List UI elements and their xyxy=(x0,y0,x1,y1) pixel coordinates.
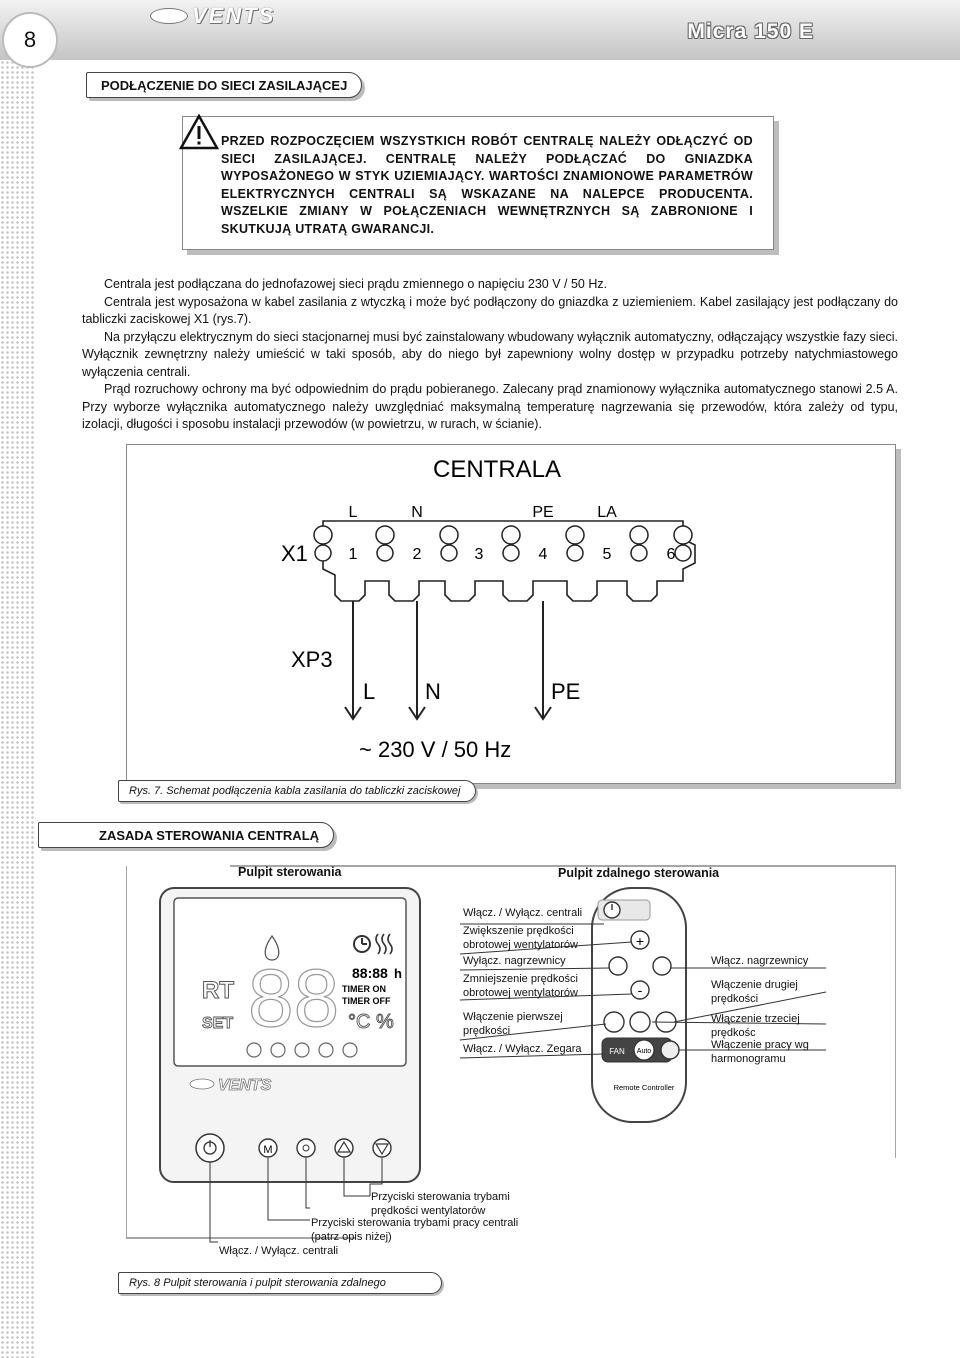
remote-label-heater-on: Włącz. nagrzewnicy xyxy=(711,955,809,967)
terminal-num-5: 5 xyxy=(602,546,612,563)
remote-label-inc-1: Zwiększenie prędkości xyxy=(463,925,574,937)
remote-heater-off-button[interactable] xyxy=(609,957,627,975)
logo-fan-icon xyxy=(150,8,188,24)
paragraph-1: Centrala jest podłączana do jednofazowej sieci prądu zmiennego o napięciu 230 V / 50 Hz. xyxy=(104,277,608,291)
display-digits: 88 xyxy=(248,953,340,1044)
warning-icon xyxy=(179,114,219,150)
brand-name: VENTS xyxy=(192,3,276,28)
remote-label-speed1-2: prędkości xyxy=(463,1025,511,1037)
display-set: SET xyxy=(202,1015,234,1032)
remote-speed1-button[interactable] xyxy=(604,1012,624,1032)
panel-power-button[interactable] xyxy=(196,1134,224,1162)
diagram-title: CENTRALA xyxy=(432,456,562,483)
display-timer-on: TIMER ON xyxy=(342,984,386,994)
remote-label-speed3-2: prędkośc xyxy=(711,1027,756,1039)
top-label-pe: PE xyxy=(532,504,554,521)
wire-n: N xyxy=(425,679,441,704)
display-clock: 88:88 xyxy=(352,965,388,981)
terminal-num-1: 1 xyxy=(348,546,358,563)
figure-7-caption: Rys. 7. Schemat podłączenia kabla zasilania do tabliczki zaciskowej xyxy=(118,780,476,802)
terminal-num-6: 6 xyxy=(666,546,676,563)
control-figure xyxy=(126,858,896,1264)
paragraph-2: Centrala jest wyposażona w kabel zasilania z wtyczką i może być podłączony do gniazdka z uziemieniem. Kabel zasilający jest podłączany do tabliczki zaciskowej X1 (rys.7). xyxy=(82,294,898,326)
display-units: °C % xyxy=(348,1011,394,1033)
remote-label-heater-off: Wyłącz. nagrzewnicy xyxy=(463,955,566,967)
power-paragraphs xyxy=(82,276,898,434)
figure-8-caption: Rys. 8 Pulpit sterowania i pulpit sterowania zdalnego xyxy=(118,1272,442,1294)
remote-speed2-button[interactable] xyxy=(630,1012,650,1032)
wiring-diagram xyxy=(126,444,896,784)
panel-label-power: Włącz. / Wyłącz. centrali xyxy=(219,1245,339,1257)
terminal-top-labels xyxy=(349,504,618,521)
wiring-diagram-svg xyxy=(127,445,897,785)
terminal-num-2: 2 xyxy=(412,546,422,563)
remote-label-speed2-1: Włączenie drugiej xyxy=(711,979,798,991)
remote-label-clock: Włącz. / Wyłącz. Zegara xyxy=(463,1043,582,1055)
top-label-n: N xyxy=(411,504,423,521)
section-title-power: PODŁĄCZENIE DO SIECI ZASILAJĄCEJ xyxy=(86,72,362,98)
svg-text:+: + xyxy=(635,933,645,949)
voltage-label: ~ 230 V / 50 Hz xyxy=(359,737,512,762)
warning-box xyxy=(182,116,774,250)
panel-label-modes-2: (patrz opis niżej) xyxy=(311,1231,392,1243)
terminal-num-4: 4 xyxy=(538,546,548,563)
remote-heater-on-button[interactable] xyxy=(653,957,671,975)
remote-fan-label: FAN xyxy=(609,1047,625,1056)
top-label-l: L xyxy=(348,504,358,521)
model-title: Micra 150 E xyxy=(687,20,814,43)
page-number: 8 xyxy=(2,12,58,68)
remote-label-schedule-2: harmonogramu xyxy=(711,1053,786,1065)
remote-name: Remote Controller xyxy=(613,1083,675,1092)
warning-text: PRZED ROZPOCZĘCIEM WSZYSTKICH ROBÓT CENTRALĘ NALEŻY ODŁĄCZYĆ OD SIECI ZASILAJĄCEJ. CENTRALĘ NALEŻY PODŁĄCZAĆ DO GNIAZDKA WYPOSAŻONEGO W STYK UZIEMIAJĄCY. WARTOŚCI ZNAMIONOWE PARAMETRÓW ELEKTRYCZNYCH CENTRALI SĄ WSKAZANE NA NALEPCE PRODUCENTA. WSZELKIE ZMIANY W POŁĄCZENIACH WEWNĘTRZNYCH SĄ ZABRONIONE I SKUTKUJĄ UTRATĄ GWARANCJI. xyxy=(221,134,753,236)
svg-text:-: - xyxy=(637,982,643,998)
paragraph-4: Prąd rozruchowy ochrony ma być odpowiednim do prądu pobieranego. Zalecany prąd znamionowy wyłącznika automatycznego stanowi 2.5 A. Przy wyborze wyłącznika automatycznego należy uwzględniać maksymalną temperaturę nagrzewania się przewodów, która zależy od typu, izolacji, długości i sposobu instalacji przewodów (w powietrzu, w rurach, w ścianie). xyxy=(82,382,898,431)
remote-auto-label: Auto xyxy=(636,1048,652,1055)
remote-label-speed2-2: prędkości xyxy=(711,993,759,1005)
remote-title: Pulpit zdalnego sterowania xyxy=(558,866,720,880)
brand-logo xyxy=(150,3,276,28)
panel-label-modes-1: Przyciski sterowania trybami pracy centrali xyxy=(311,1217,519,1229)
display-rt: RT xyxy=(202,977,234,1004)
section-title-control: ZASADA STEROWANIA CENTRALĄ xyxy=(38,822,334,848)
paragraph-3: Na przyłączu elektrycznym do sieci stacjonarnej musi być zainstalowany wbudowany wyłącznik automatyczny, odłączający wszystkie fazy sieci. Wyłącznik zewnętrzny należy umieścić w taki sposób, aby do niego był zapewniony wolny dostęp w przypadku potrzeby natychmiastowego wyłączenia centrali. xyxy=(82,329,898,379)
remote-label-dec-1: Zmniejszenie prędkości xyxy=(463,973,578,985)
remote-schedule-button[interactable] xyxy=(661,1041,679,1059)
remote-label-power: Włącz. / Wyłącz. centrali xyxy=(463,907,583,919)
plug-label: XP3 xyxy=(291,647,333,672)
panel-label-fan-modes-2: prędkości wentylatorów xyxy=(371,1205,486,1217)
header-bar xyxy=(0,0,960,60)
panel-title: Pulpit sterowania xyxy=(238,865,342,879)
display-timer-off: TIMER OFF xyxy=(342,996,391,1006)
remote-label-speed1-1: Włączenie pierwszej xyxy=(463,1011,563,1023)
top-label-la: LA xyxy=(597,504,617,521)
wire-labels xyxy=(363,679,580,704)
mode-button-label: M xyxy=(263,1144,273,1156)
panel-label-fan-modes-1: Przyciski sterowania trybami xyxy=(371,1191,510,1203)
panel-fan-button[interactable] xyxy=(297,1139,315,1157)
terminal-num-3: 3 xyxy=(474,546,484,563)
power-wires xyxy=(345,601,551,719)
remote-label-speed3-1: Włączenie trzeciej xyxy=(711,1013,800,1025)
wire-l: L xyxy=(363,679,376,704)
wire-pe: PE xyxy=(551,679,581,704)
terminal-label: X1 xyxy=(281,541,308,566)
display-clock-unit: h xyxy=(394,966,402,981)
remote-label-inc-2: obrotowej wentylatorów xyxy=(463,939,578,951)
panel-brand: VENTS xyxy=(218,1077,272,1094)
terminal-screws xyxy=(314,526,692,561)
side-dot-pattern xyxy=(0,60,34,1358)
remote-label-schedule-1: Włączenie pracy wg xyxy=(711,1039,809,1051)
remote-label-dec-2: obrotowej wentylatorów xyxy=(463,987,578,999)
